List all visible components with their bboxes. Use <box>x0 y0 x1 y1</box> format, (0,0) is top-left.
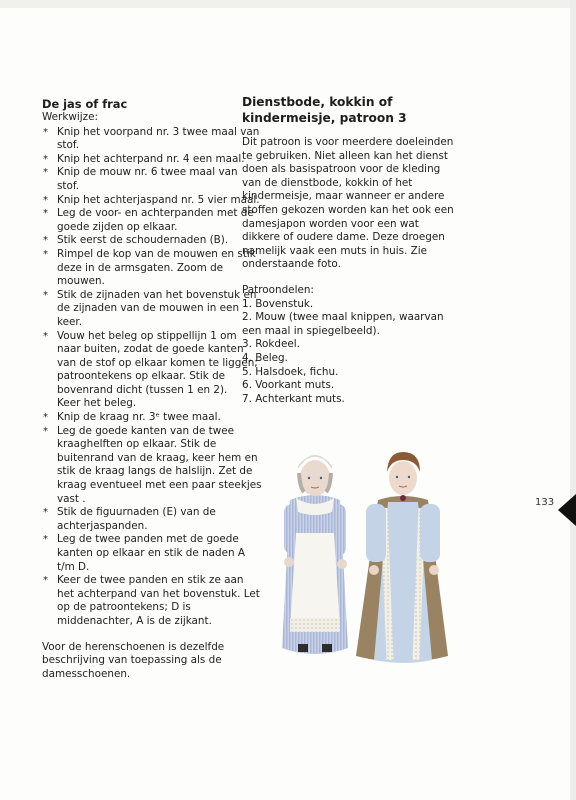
section-title-jas: De jas of frac <box>42 97 128 111</box>
section-title-dienstbode: Dienstbode, kokkin of kindermeisje, patroon 3 <box>242 95 407 125</box>
parts-list-item: 1. Bovenstuk. <box>242 297 314 310</box>
top-band <box>0 0 576 8</box>
instruction-step: * Stik eerst de schoudernaden (B). <box>42 234 262 248</box>
maid-doll <box>282 456 348 655</box>
parts-list-item: 5. Halsdoek, fichu. <box>242 365 339 378</box>
instruction-step: * Stik de figuurnaden (E) van de achterjaspanden. <box>42 506 262 533</box>
instruction-list <box>42 126 262 629</box>
page-marker-triangle <box>558 494 576 526</box>
parts-list <box>242 298 457 407</box>
dolls-photo <box>238 438 468 686</box>
instruction-step: * Knip het voorpand nr. 3 twee maal van stof. <box>42 126 262 153</box>
instruction-step: * Vouw het beleg op stippellijn 1 om naar buiten, zodat de goede kanten van de stof op elkaar komen te liggen; patroontekens op elkaar. Stik de bovenrand dicht (tussen 1 en 2). <box>42 330 262 398</box>
parts-heading: Patroondelen: <box>242 283 314 296</box>
instruction-step: * Knip de kraag nr. 3ᵉ twee maal. <box>42 411 262 425</box>
parts-list-item: 7. Achterkant muts. <box>242 392 345 405</box>
parts-list-item: 2. Mouw (twee maal knippen, waarvan een maal in spiegelbeeld). <box>242 311 444 337</box>
instruction-step: * Rimpel de kop van de mouwen en stik deze in de armsgaten. Zoom de mouwen. <box>42 248 262 289</box>
page-edge <box>570 0 576 800</box>
closing-note: Voor de herenschoenen is dezelfde beschrijving van toepassing als de damesschoenen. <box>42 640 225 680</box>
right-column <box>242 95 457 406</box>
instruction-step: * Knip de mouw nr. 6 twee maal van stof. <box>42 166 262 193</box>
page-number: 133 <box>535 497 555 508</box>
instruction-step: * Stik de zijnaden van het bovenstuk en de zijnaden van de mouwen in een keer. <box>42 289 262 330</box>
instruction-step: * Knip het achterpand nr. 4 een maal. <box>42 153 262 167</box>
instruction-step: Keer het beleg. <box>57 397 137 410</box>
parts-list-item: 4. Beleg. <box>242 351 288 364</box>
instruction-step: * Leg de goede kanten van de twee kraaghelften op elkaar. Stik de buitenrand van de kraag, keer hem en stik de kraag langs de halslijn. Zet de kraag eventueel met een paar steekjes vast . <box>42 425 262 507</box>
instruction-step: * Knip het achterjaspand nr. 5 vier maal. <box>42 194 262 208</box>
instruction-step: * Leg de voor- en achterpanden met de goede zijden op elkaar. <box>42 207 262 234</box>
subheading-werkwijze: Werkwijze: <box>42 111 98 123</box>
left-column <box>42 97 262 681</box>
parts-list-item: 3. Rokdeel. <box>242 338 300 351</box>
instruction-step: * Keer de twee panden en stik ze aan het achterpand van het bovenstuk. Let op de patroontekens; D is middenachter, A is de zijkant. <box>42 574 262 628</box>
lady-doll <box>356 452 448 663</box>
intro-paragraph: Dit patroon is voor meerdere doeleinden te gebruiken. Niet alleen kan het dienst doen als basispatroon voor de kleding van de dienstbode, kokkin of het kindermeisje, maar wanneer er andere stoffen gekozen worden kan het ook een damesjapon worden voor een wat dikkere of oudere dame. Deze droegen namelijk vaak een muts in huis. Zie onderstaande foto. <box>242 136 454 271</box>
instruction-step: * Leg de twee panden met de goede kanten op elkaar en stik de naden A t/m D. <box>42 533 262 574</box>
parts-list-item: 6. Voorkant muts. <box>242 379 335 392</box>
